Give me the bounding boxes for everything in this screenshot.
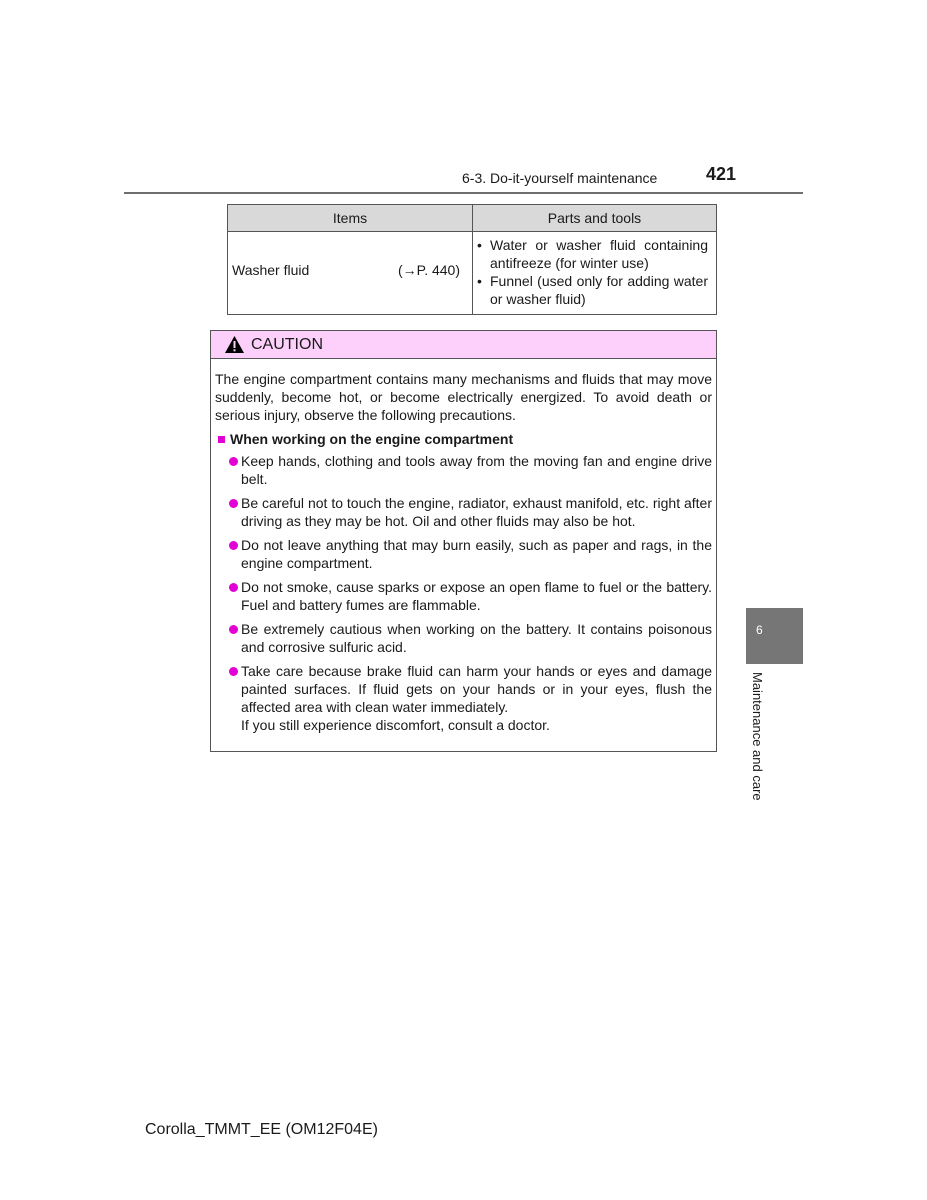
- bullet-text: Be extremely cautious when working on the battery. It contains poisonous and corrosive sulfuric acid.: [241, 621, 712, 655]
- list-item: [229, 452, 712, 488]
- caution-intro: The engine compartment contains many mechanisms and fluids that may move suddenly, become hot, or become electrically energized. To avoid death or serious injury, observe the following precautions.: [215, 371, 712, 423]
- circle-bullet-icon: [229, 583, 238, 592]
- bullet-text: Do not smoke, cause sparks or expose an open flame to fuel or the battery. Fuel and battery fumes are flammable.: [241, 579, 712, 613]
- table-header-row: [228, 205, 717, 232]
- list-item: [229, 536, 712, 572]
- page-reference-link[interactable]: (→P. 440): [398, 262, 460, 278]
- list-item: [477, 272, 708, 308]
- tools-list: [473, 232, 716, 314]
- item-cell: [228, 232, 473, 315]
- caution-title: CAUTION: [251, 335, 323, 353]
- list-item: [229, 620, 712, 656]
- subheading-text: When working on the engine compartment: [230, 431, 514, 447]
- footer-document-id: Corolla_TMMT_EE (OM12F04E): [145, 1121, 378, 1138]
- circle-bullet-icon: [229, 541, 238, 550]
- bullet-text: Be careful not to touch the engine, radiator, exhaust manifold, etc. right after driving as they may be hot. Oil and other fluids may also be hot.: [241, 495, 712, 529]
- circle-bullet-icon: [229, 625, 238, 634]
- chapter-label: Maintenance and care: [750, 672, 765, 801]
- list-item: [477, 236, 708, 272]
- caution-box: [210, 330, 717, 752]
- circle-bullet-icon: [229, 667, 238, 676]
- circle-bullet-icon: [229, 457, 238, 466]
- chapter-number: 6: [756, 623, 763, 637]
- parts-tools-table: [227, 204, 717, 315]
- tools-cell: [473, 232, 717, 315]
- tool-text: Funnel (used only for adding water or washer fluid): [490, 273, 708, 307]
- bullet-dot-icon: •: [477, 273, 482, 289]
- list-item: [229, 494, 712, 530]
- caution-header: [211, 331, 716, 359]
- caution-bullet-list: [215, 452, 712, 734]
- bullet-text: Do not leave anything that may burn easily, such as paper and rags, in the engine compartment.: [241, 537, 712, 571]
- caution-subheading: [215, 429, 712, 449]
- bullet-text: Keep hands, clothing and tools away from the moving fan and engine drive belt.: [241, 453, 712, 487]
- item-name: Washer fluid: [232, 262, 310, 278]
- table-row: [228, 232, 717, 315]
- page-number: 421: [706, 164, 737, 184]
- bullet-dot-icon: •: [477, 237, 482, 253]
- tool-text: Water or washer fluid containing antifreeze (for winter use): [490, 237, 708, 271]
- header-divider: [124, 192, 803, 194]
- column-header-items: Items: [228, 205, 473, 232]
- caution-body: [211, 359, 716, 734]
- warning-triangle-icon: [224, 335, 245, 354]
- circle-bullet-icon: [229, 499, 238, 508]
- bullet-text: Take care because brake fluid can harm your hands or eyes and damage painted surfaces. If fluid gets on your hands or in your eyes, flush the affected area with clean water immediately.: [241, 663, 712, 715]
- square-bullet-icon: [218, 436, 225, 443]
- chapter-tab[interactable]: [746, 608, 803, 664]
- column-header-parts-tools: Parts and tools: [473, 205, 717, 232]
- list-item: [229, 578, 712, 614]
- bullet-extra-text: If you still experience discomfort, consult a doctor.: [241, 717, 550, 733]
- section-title: 6-3. Do-it-yourself maintenance: [462, 170, 658, 186]
- list-item: [229, 662, 712, 734]
